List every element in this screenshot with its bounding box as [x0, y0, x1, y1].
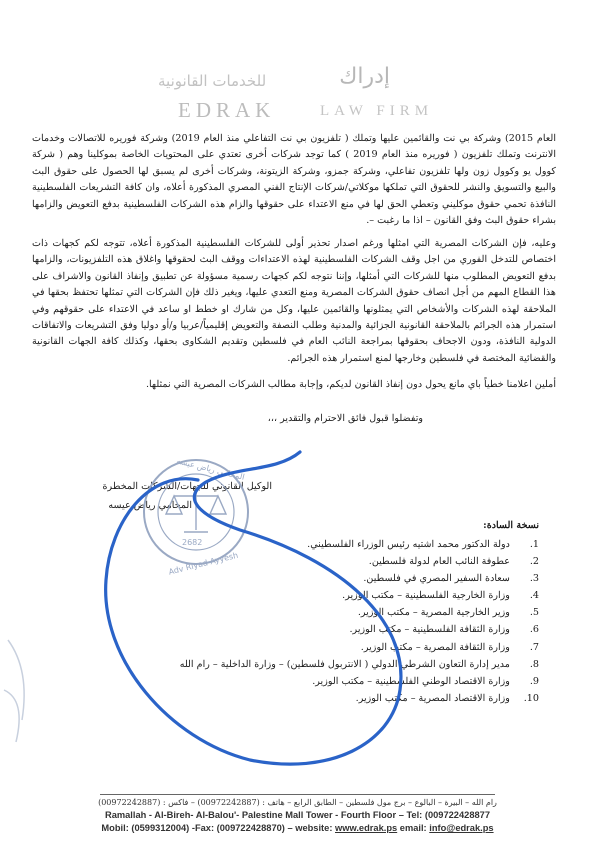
signatory-title: الوكيل القانوني للجهات/الشركات المخطرة	[102, 481, 272, 492]
closing-regards: وتفضلوا قبول فائق الاحترام والتقدير ،،،	[267, 413, 423, 424]
signatory-name: المحامي رياض عيسه	[108, 500, 192, 511]
list-item: 3. سعادة السفير المصري في فلسطين.	[363, 573, 539, 585]
footer-email-label: email:	[397, 823, 430, 833]
list-item: 8. مدير إدارة التعاون الشرطي الدولي ( الانتربول فلسطين) – وزارة الداخلية – رام الله	[179, 658, 539, 670]
footer-contact	[40, 823, 555, 833]
footer-divider	[100, 794, 495, 795]
logo-arabic-subtitle: للخدمات القانونية	[158, 72, 267, 90]
footer-address-arabic: رام الله – البيرة – البالوع – برج مول فلسطين – الطابق الرابع – هاتف : (00972242887) – فاكس : (00972242887)	[98, 798, 497, 807]
list-item: 2. عطوفة النائب العام لدولة فلسطين.	[368, 556, 539, 568]
list-item: 4. وزارة الخارجية الفلسطينية – مكتب الوزير.	[342, 590, 539, 602]
logo-english-firm: LAW FIRM	[320, 103, 434, 119]
list-item: 6. وزارة الثقافة الفلسطينية – مكتب الوزير.	[349, 624, 539, 636]
website-link[interactable]: www.edrak.ps	[335, 823, 398, 833]
logo-english-name: EDRAK	[178, 98, 276, 122]
list-item: 1. دولة الدكتور محمد اشتيه رئيس الوزراء الفلسطيني.	[307, 539, 539, 550]
stamp-arabic-text: المحامي رياض عيسه	[175, 456, 246, 482]
stamp-number: 2682	[182, 538, 203, 547]
paragraph-3: أملين اعلامنا خطياً باي مانع يحول دون إنفاذ القانون لديكم، وإجابة مطالب الشركات المصرية التي نمثلها.	[145, 379, 556, 390]
list-item: 7. وزارة الثقافة المصرية – مكتب الوزير.	[360, 641, 539, 653]
list-item: 9. وزارة الاقتصاد الوطني الفلسطينية – مكتب الوزير.	[312, 675, 539, 687]
list-item: 5. وزير الخارجية المصرية – مكتب الوزير.	[357, 607, 539, 619]
paragraph-1: العام 2015) وشركة بي نت والقائمين عليها وتملك ( تلفزيون بي نت التفاعلي منذ العام 2019) وشركة فوريره للاتصالات وخدمات الانترنت وتملك تلفزيون ( فوريره منذ العام 2019 ) كما توجد شركات أخرى تعتدي على المحتويات الخاصة بموكلينا وهم ( شركة كوول يو وكوول زون ولها تلفزيون تفاعلي، وشركة جمزو، وشركة الزيتونة، وشركات أخرى لم يسبق لها الحصول على حقوق البث والبيع والتسويق والنشر للحقوق التي تملكها موكلاتي/شركات الإنتاج الفني المصري المذكورة أعلاه، وان كافة التشريعات الفلسطينية النافذة تحمي حقوق موكليني وتعطي الحق لها في منع الاعتداء على حقوقها والزام هذه الشركات الفلسطينية بدفع التعويض والزامها بشراء حقوق البث وفق القانون – اذا ما رغبت –.	[32, 133, 556, 227]
stamp-english-text: Adv Riyad Ayyesh	[167, 550, 239, 577]
paragraph-2: وعليه، فإن الشركات المصرية التي امثلها ورغم اصدار تحذير أولى للشركات الفلسطينية المذكورة أعلاه، تتوجه لكم كجهات ذات اختصاص للتدخل الفوري من اجل وقف الشركات الفلسطينية لهذه الاعتداءات ووقف البث لحقوقها واغلاق هذه التلفزيونات، والزامها بدفع التعويض المطلوب منها للشركات التي أمثلها، وإننا نتوجه لكم كجهات رسمية مسؤولة عن تطبيق وإنفاذ القانون والاشراف على هذا القطاع المهم من أجل انصاف حقوق الشركات المصرية ومنع التعدي عليها، ويغير ذلك فإن الشركات التي تمثلها تحتفظ بحقها في الملاحقة لهذه الشركات والأشخاص التي يمثلونها والقائمين عليها، وكل من شارك او خطط او ساعد في الاعتداء على حقوقهم وفي استمرار هذه الجرائم بالملاحقة القانونية الجزائية والمدنية وطلب النصفة والتعويض إقليمياً/عربيا و/أو دوليا وفق التشريعات والاتفاقات الدولية النافذة، ودون الاجحاف بحقوقها بمراجعة النائب العام في فلسطين وتقديم الشكاوى بحقها، وكذلك كافة الجهات القانونية والقضائية المختصة في فلسطين وخارجها لمنع استمرار هذه الجرائم.	[32, 238, 556, 364]
logo-arabic-name: إدراك	[339, 64, 390, 89]
footer-mobile-fax: Mobil: (0599312004) -Fax: (009722428870) – website:	[101, 823, 335, 833]
cc-list	[69, 536, 539, 707]
list-item: 10. وزارة الاقتصاد المصرية – مكتب الوزير.	[355, 692, 539, 704]
cc-title: نسخة السادة:	[483, 520, 539, 531]
email-link[interactable]: info@edrak.ps	[429, 823, 494, 833]
footer-address-english: Ramallah - Al-Bireh- Al-Balou'- Palestine Mall Tower - Fourth Floor – Tel: (009722428877	[104, 810, 491, 820]
letterhead-logo	[150, 60, 450, 128]
stamp-ghost-edge	[4, 640, 24, 742]
